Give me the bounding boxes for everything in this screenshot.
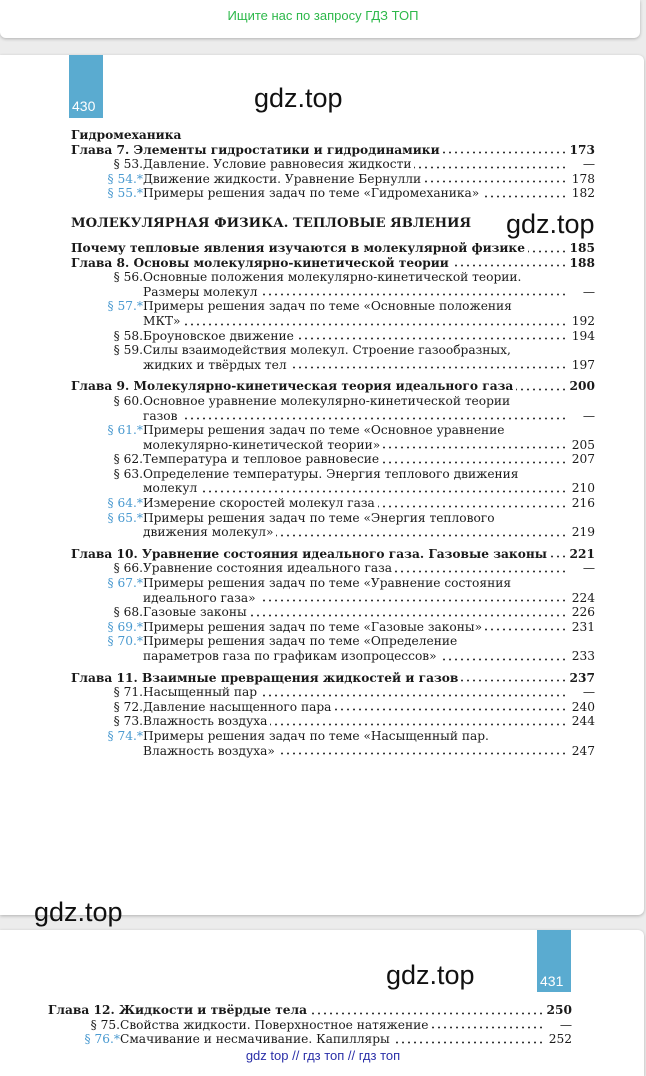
page-ref: 185 [569,240,595,255]
entry-title: Свойства жидкости. Поверхностное натяжение [120,1018,431,1032]
page-ref: 250 [546,1003,572,1017]
toc-entry[interactable] [71,649,595,664]
watermark: gdz.top [506,209,595,239]
section-number: § 54.* [107,171,143,186]
entry-leader [143,561,567,576]
page-number-tab [69,55,103,118]
entry-title: Температура и тепловое равновесие [143,452,382,466]
section-number: § 75. [90,1017,120,1032]
toc-entry[interactable] [71,358,595,373]
entry-title: Определение температуры. Энергия теплового движения [143,467,521,481]
section-number: § 64.* [107,496,143,511]
entry-leader [143,511,567,526]
toc-entry[interactable] [48,1003,572,1018]
page-ref: 173 [569,142,595,157]
toc-entry[interactable] [71,329,595,344]
page-ref: 233 [571,649,595,663]
page-ref: 207 [571,452,595,467]
section-number: § 69.* [107,619,143,634]
entry-title: Уравнение состояния идеального газа [143,561,395,575]
entry-title: Глава 10. Уравнение состояния идеального газа. Газовые законы [71,547,550,561]
toc-entry[interactable] [71,299,595,314]
spacer [71,664,595,671]
toc-entry[interactable] [71,576,595,591]
entry-leader [143,591,567,606]
entry-title: молекул [143,481,200,495]
section-number: § 65.* [107,510,143,525]
toc-entry[interactable] [71,172,595,187]
entry-title: Основные положения молекулярно-кинетической теории. [143,270,524,284]
entry-title: Насыщенный пар [143,685,260,699]
entry-leader [143,634,567,649]
page-ref: 226 [571,605,595,620]
toc-entry[interactable] [71,561,595,576]
section-title: Гидромеханика [71,128,182,142]
section-number: § 57.* [107,299,143,314]
page-ref: 231 [571,619,595,634]
entry-leader [143,452,567,467]
toc-entry[interactable] [71,438,595,453]
page-number: 430 [72,98,96,114]
entry-title: Давление. Условие равновесия жидкости [143,157,414,171]
entry-title: Измерение скоростей молекул газа [143,496,378,510]
table-of-contents [71,128,595,758]
entry-title: Примеры решения задач по теме «Энергия теплового [143,511,498,525]
entry-leader [143,299,567,314]
section-number: § 68. [113,605,143,620]
part-heading: МОЛЕКУЛЯРНАЯ ФИЗИКА. ТЕПЛОВЫЕ ЯВЛЕНИЯ [71,215,472,231]
entry-title: параметров газа по графикам изопроцессов» [143,649,440,663]
section-number: § 61.* [107,423,143,438]
entry-title: Влажность воздуха [143,714,270,728]
toc-entry[interactable] [71,157,595,172]
toc-entry[interactable] [71,634,595,649]
toc-entry[interactable] [71,591,595,606]
page-ref: 216 [571,496,595,511]
toc-entry[interactable] [71,547,595,562]
entry-title: Почему тепловые явления изучаются в молекулярной физике [71,241,528,255]
page-ref: — [582,157,595,172]
page-ref: 197 [571,357,595,372]
entry-title: газов [143,409,181,423]
toc-entry[interactable] [71,729,595,744]
page-ref: 224 [571,590,595,605]
entry-leader [71,547,567,562]
entry-leader [120,1018,544,1033]
page-ref: 210 [571,481,595,496]
toc-entry[interactable] [71,186,595,201]
page-number-tab [537,930,571,992]
toc-entry[interactable] [71,685,595,700]
section-number: § 72. [113,699,143,714]
toc-entry[interactable] [71,467,595,482]
section-number: § 76.* [84,1032,120,1047]
page-ref: 240 [571,699,595,714]
entry-leader [71,256,567,271]
page-ref: 244 [571,714,595,729]
toc-entry[interactable] [71,700,595,715]
page-ref: 200 [569,379,595,394]
entry-leader [143,700,567,715]
section-number: § 59. [113,343,143,358]
toc-entry[interactable] [71,511,595,526]
toc-entry[interactable] [71,481,595,496]
entry-title: Броуновское движение [143,329,297,343]
footer-links[interactable]: gdz top // гдз топ // гдз топ [245,1048,401,1063]
entry-title: Размеры молекул [143,285,260,299]
entry-title: Влажность воздуха» [143,744,278,758]
toc-entry[interactable] [71,423,595,438]
toc-entry[interactable] [71,143,595,158]
toc-entry[interactable] [71,671,595,686]
entry-leader [48,1003,544,1018]
section-number: § 53. [113,157,143,172]
entry-leader [143,685,567,700]
section-number: § 63. [113,466,143,481]
watermark: gdz.top [386,960,475,990]
entry-leader [143,394,567,409]
entry-leader [143,343,567,358]
entry-title: Примеры решения задач по теме «Уравнение состояния [143,576,514,590]
entry-title: Примеры решения задач по теме «Основное уравнение [143,423,508,437]
entry-title: Смачивание и несмачивание. Капилляры [120,1032,393,1046]
page-ref: 205 [571,437,595,452]
entry-title: молекулярно-кинетической теории» [143,438,383,452]
entry-leader [143,620,567,635]
entry-title: Примеры решения задач по теме «Основные положения [143,299,515,313]
entry-leader [143,714,567,729]
entry-title: Глава 11. Взаимные превращения жидкостей и газов [71,671,461,685]
entry-leader [143,172,567,187]
spacer [71,540,595,547]
page-ref: 188 [569,255,595,270]
entry-title: Давление насыщенного пара [143,700,334,714]
entry-title: идеального газа» [143,591,259,605]
page-ref: — [582,408,595,423]
entry-leader [143,467,567,482]
section-number: § 67.* [107,576,143,591]
toc-entry[interactable] [71,496,595,511]
toc-entry[interactable] [71,241,595,256]
watermark: gdz.top [254,83,343,113]
toc-entry[interactable] [71,256,595,271]
page-ref: 247 [571,743,595,758]
entry-leader [143,329,567,344]
entry-title: Примеры решения задач по теме «Гидромеханика» [143,186,482,200]
entry-leader [143,605,567,620]
toc-entry[interactable] [71,620,595,635]
entry-leader [143,409,567,424]
toc-entry[interactable] [71,714,595,729]
page-ref: 252 [548,1032,572,1047]
page-number: 431 [540,973,564,989]
table-of-contents [48,1003,572,1047]
toc-entry[interactable] [71,409,595,424]
entry-leader [71,379,567,394]
watermark: gdz.top [34,897,123,927]
page-ref: 192 [571,313,595,328]
entry-leader [143,649,567,664]
page-ref: — [582,284,595,299]
section-number: § 60. [113,393,143,408]
entry-title: Примеры решения задач по теме «Газовые законы» [143,620,485,634]
section-number: § 62. [113,452,143,467]
entry-leader [120,1032,544,1047]
section-number: § 73. [113,714,143,729]
page-ref: — [559,1017,572,1032]
section-number: § 56. [113,270,143,285]
spacer [71,234,595,241]
entry-title: Глава 8. Основы молекулярно-кинетической теории [71,256,452,270]
toc-entry[interactable] [71,394,595,409]
entry-leader [143,438,567,453]
section-number: § 71. [113,685,143,700]
page-ref: 221 [569,546,595,561]
toc-entry[interactable] [48,1032,572,1047]
toc-entry[interactable] [71,285,595,300]
page-ref: 182 [571,186,595,201]
page-ref: — [582,685,595,700]
toc-entry[interactable] [71,379,595,394]
entry-title: движения молекул» [143,525,276,539]
entry-leader [143,729,567,744]
toc-entry[interactable] [71,270,595,285]
entry-leader [71,241,567,256]
toc-entry[interactable] [71,314,595,329]
entry-leader [143,744,567,759]
toc-entry[interactable] [71,452,595,467]
entry-title: Глава 12. Жидкости и твёрдые тела [48,1003,310,1017]
search-banner[interactable]: Ищите нас по запросу ГДЗ ТОП [227,8,419,23]
entry-title: Глава 9. Молекулярно-кинетическая теория идеального газа [71,379,516,393]
entry-leader [143,576,567,591]
entry-title: МКТ» [143,314,184,328]
entry-title: Основное уравнение молекулярно-кинетической теории [143,394,513,408]
entry-leader [143,423,567,438]
page-ref: 219 [571,525,595,540]
entry-title: Глава 7. Элементы гидростатики и гидродинамики [71,143,443,157]
entry-title: Силы взаимодействия молекул. Строение газообразных, [143,343,514,357]
page-ref: — [582,561,595,576]
entry-title: Газовые законы [143,605,250,619]
entry-title: Примеры решения задач по теме «Насыщенный пар. [143,729,492,743]
entry-leader [143,270,567,285]
spacer [71,372,595,379]
spacer [71,201,595,214]
entry-title: Движение жидкости. Уравнение Бернулли [143,172,424,186]
page-ref: 194 [571,328,595,343]
section-number: § 74.* [107,728,143,743]
section-number: § 58. [113,328,143,343]
entry-leader [143,285,567,300]
section-number: § 55.* [107,186,143,201]
toc-entry[interactable] [71,343,595,358]
entry-title: Примеры решения задач по теме «Определение [143,634,460,648]
entry-title: жидких и твёрдых тел [143,358,290,372]
toc-entry[interactable] [71,605,595,620]
entry-leader [143,525,567,540]
entry-leader [143,358,567,373]
entry-leader [71,143,567,158]
entry-leader [143,496,567,511]
toc-entry[interactable] [48,1018,572,1033]
toc-entry[interactable] [71,525,595,540]
page-ref: 237 [569,670,595,685]
section-number: § 66. [113,561,143,576]
entry-leader [143,481,567,496]
entry-leader [143,157,567,172]
section-number: § 70.* [107,634,143,649]
entry-leader [143,314,567,329]
entry-leader [143,186,567,201]
toc-entry[interactable] [71,744,595,759]
entry-leader [71,671,567,686]
page-ref: 178 [571,171,595,186]
